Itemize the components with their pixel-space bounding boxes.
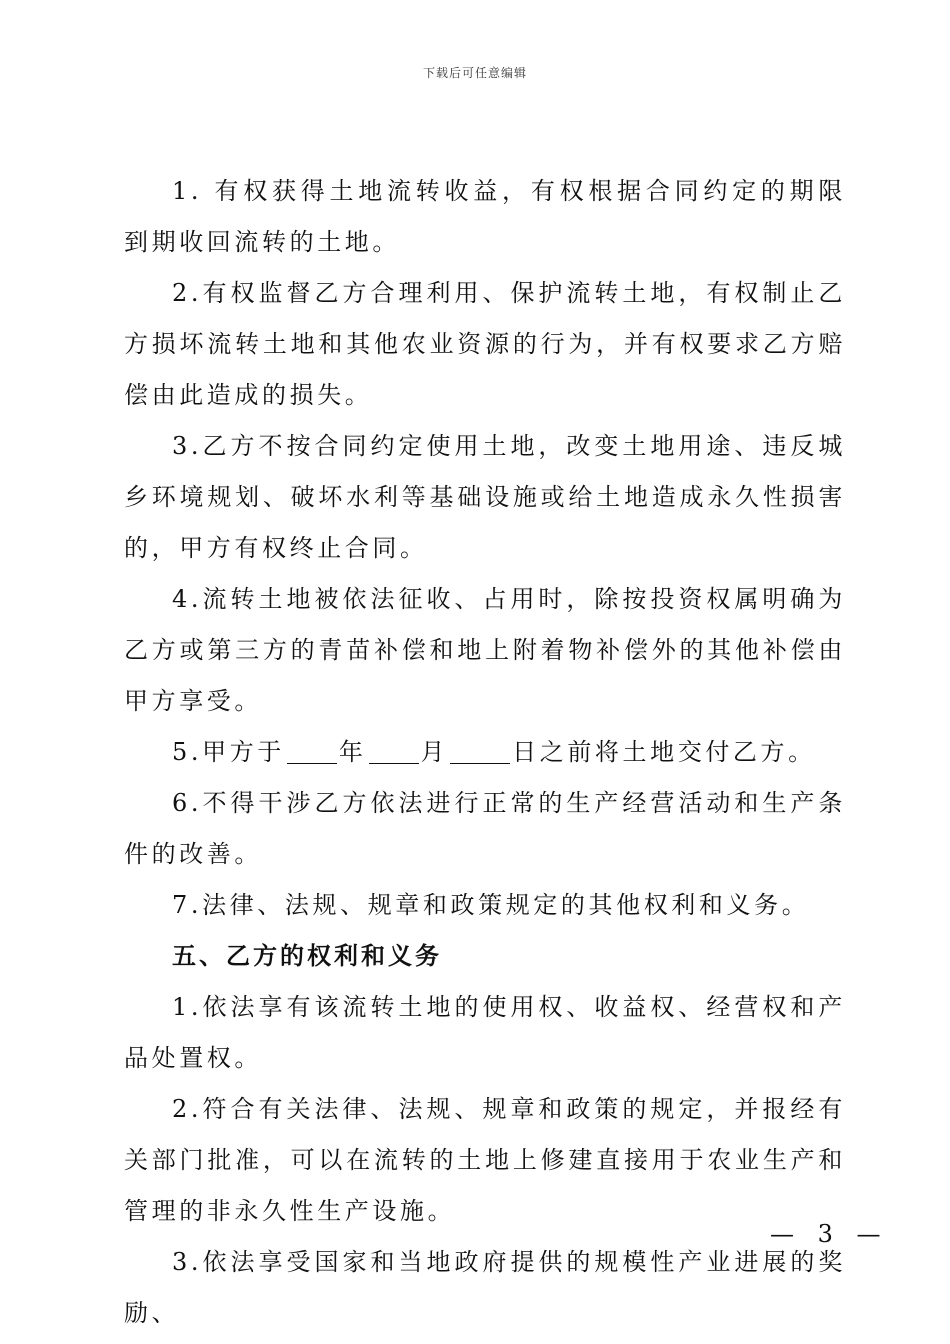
paragraph-5 [124,727,846,778]
day-blank [450,739,510,764]
p5-suffix: 日之前将土地交付乙方。 [512,738,816,766]
page-number: — 3 — [770,1220,889,1248]
p5-month-label: 月 [420,738,449,766]
p5-year-label: 年 [338,738,367,766]
paragraph-4: 4.流转土地被依法征收、占用时，除按投资权属明确为乙方或第三方的青苗补偿和地上附着物补偿外的其他补偿由甲方享受。 [124,585,846,715]
paragraph-b3: 3.依法享受国家和当地政府提供的规模性产业进展的奖励、 [124,1248,846,1327]
page-header: 下载后可任意编辑 [422,66,527,80]
paragraph-b1: 1.依法享有该流转土地的使用权、收益权、经营权和产品处置权。 [124,993,846,1072]
paragraph-2: 2.有权监督乙方合理利用、保护流转土地，有权制止乙方损坏流转土地和其他农业资源的行为，并有权要求乙方赔偿由此造成的损失。 [124,279,846,409]
paragraph-3: 3.乙方不按合同约定使用土地，改变土地用途、违反城乡环境规划、破坏水利等基础设施或给土地造成永久性损害的，甲方有权终止合同。 [124,432,846,562]
document-body [124,166,846,1339]
month-blank [369,739,419,764]
paragraph-6: 6.不得干涉乙方依法进行正常的生产经营活动和生产条件的改善。 [124,789,846,868]
p5-prefix: 5.甲方于 [172,738,285,766]
paragraph-7: 7.法律、法规、规章和政策规定的其他权利和义务。 [172,891,810,919]
paragraph-b2: 2.符合有关法律、法规、规章和政策的规定，并报经有关部门批准，可以在流转的土地上修建直接用于农业生产和管理的非永久性生产设施。 [124,1095,846,1225]
paragraph-1: 1. 有权获得土地流转收益，有权根据合同约定的期限到期收回流转的土地。 [124,177,846,256]
year-blank [287,739,337,764]
section-heading: 五、乙方的权利和义务 [172,942,442,970]
